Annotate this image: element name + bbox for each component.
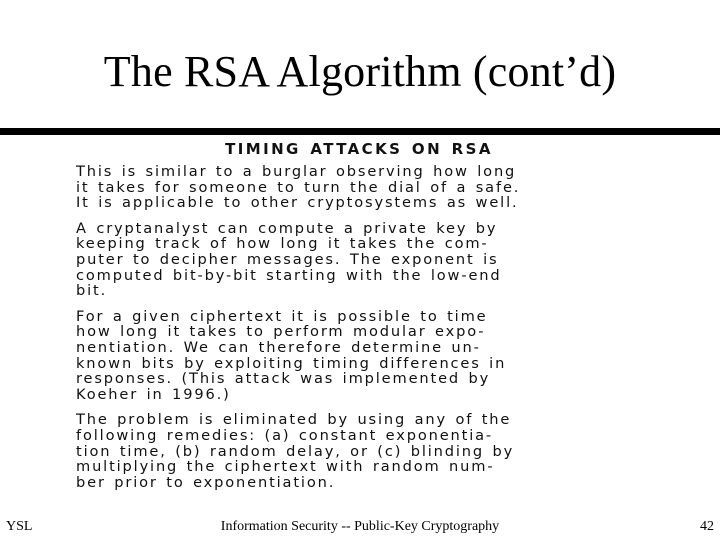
text-line: puter to decipher messages. The exponent is <box>76 251 499 268</box>
text-line: known bits by exploiting timing differences in <box>76 355 507 372</box>
scan-heading: TIMING ATTACKS ON RSA <box>225 140 493 158</box>
footer-page-number: 42 <box>700 519 714 534</box>
text-line: Koeher in 1996.) <box>76 386 231 403</box>
text-line: multiplying the ciphertext with random num- <box>76 459 495 475</box>
text-line: A cryptanalyst can compute a private key by <box>76 220 498 237</box>
paragraph-remedies <box>76 412 642 490</box>
text-line: This is similar to a burglar observing how long <box>76 164 517 180</box>
text-line: bit. <box>76 283 108 299</box>
footer-course-title: Information Security -- Public-Key Cryptography <box>220 519 500 534</box>
text-line: responses. (This attack was implemented by <box>76 371 491 387</box>
text-line: For a given ciphertext it is possible to time <box>76 308 488 325</box>
footer-author: YSL <box>6 519 33 534</box>
text-line: It is applicable to other cryptosystems as well. <box>76 195 519 211</box>
scanned-text-figure <box>76 140 642 508</box>
title-divider <box>0 128 720 135</box>
text-line: how long it takes to perform modular expo- <box>76 324 486 340</box>
text-line: ber prior to exponentiation. <box>76 474 336 491</box>
paragraph-analogy <box>76 164 642 211</box>
paragraph-ciphertext-timing <box>76 309 642 403</box>
text-line: computed bit-by-bit starting with the low-end <box>76 267 502 284</box>
paragraph-cryptanalyst <box>76 221 642 299</box>
text-line: nentiation. We can therefore determine un- <box>76 339 481 356</box>
text-line: tion time, (b) random delay, or (c) blinding by <box>76 443 515 460</box>
text-line: it takes for someone to turn the dial of a safe. <box>76 179 521 196</box>
text-line: The problem is eliminated by using any of the <box>76 412 512 428</box>
slide-title: The RSA Algorithm (cont’d) <box>103 47 617 96</box>
text-line: following remedies: (a) constant exponentia- <box>76 427 494 444</box>
text-line: keeping track of how long it takes the com- <box>76 236 489 252</box>
